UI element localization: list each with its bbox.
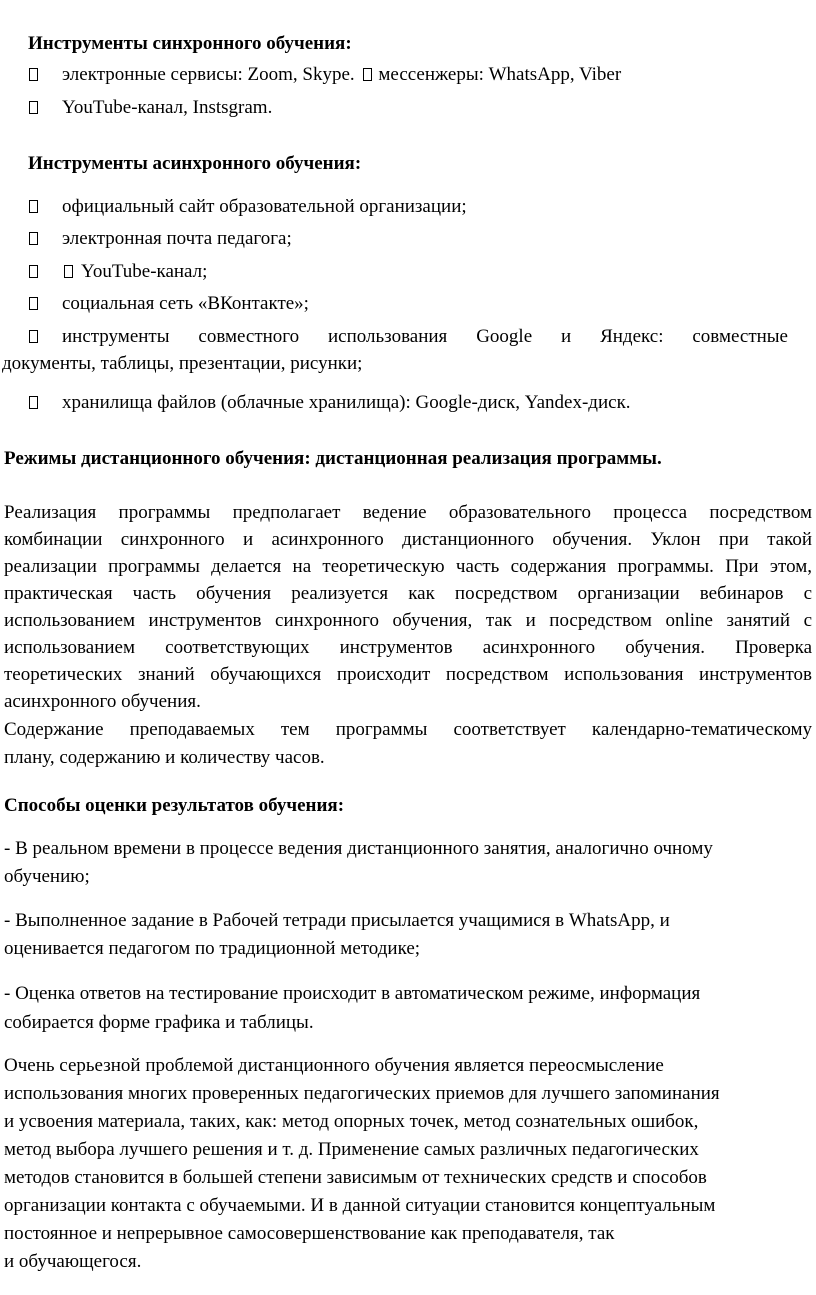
bullet-box-icon <box>29 101 38 114</box>
modes-paragraph-1-line: комбинации синхронного и асинхронного дистанционного обучения. Уклон при такой <box>4 529 812 550</box>
modes-paragraph-2-line: Содержание преподаваемых тем программы соответствует календарно-тематическому <box>4 719 812 740</box>
async-item-6: хранилища файлов (облачные хранилища): Google-диск, Yandex-диск. <box>62 392 631 413</box>
sync-item-1 <box>62 62 621 88</box>
async-item-4: социальная сеть «ВКонтакте»; <box>62 293 309 314</box>
modes-paragraph-1-line: асинхронного обучения. <box>4 691 201 712</box>
bullet-box-icon <box>29 232 38 245</box>
closing-paragraph-line: и усвоения материала, таких, как: метод опорных точек, метод сознательных ошибок, <box>4 1111 699 1132</box>
async-item-1: официальный сайт образовательной организации; <box>62 196 467 217</box>
bullet-box-icon <box>29 297 38 310</box>
closing-paragraph-line: метод выбора лучшего решения и т. д. Применение самых различных педагогических <box>4 1139 699 1160</box>
assessment-item-2-line: - Выполненное задание в Рабочей тетради присылается учащимися в WhatsApp, и <box>4 910 670 931</box>
closing-paragraph-line: организации контакта с обучаемыми. И в данной ситуации становится концептуальным <box>4 1195 716 1216</box>
sync-item-1-messengers: мессенжеры: WhatsApp, Viber <box>378 64 622 85</box>
closing-paragraph-line: постоянное и непрерывное самосовершенствование как преподавателя, так <box>4 1223 615 1244</box>
bullet-box-icon <box>29 396 38 409</box>
assessment-item-1-line: обучению; <box>4 866 90 887</box>
assessment-item-3-line: собирается форме графика и таблицы. <box>4 1012 314 1033</box>
closing-paragraph-line: Очень серьезной проблемой дистанционного обучения является переосмысление <box>4 1055 664 1076</box>
closing-paragraph-line: методов становится в большей степени зависимым от технических средств и способов <box>4 1167 707 1188</box>
closing-paragraph-line: использования многих проверенных педагогических приемов для лучшего запоминания <box>4 1083 720 1104</box>
modes-heading: Режимы дистанционного обучения: дистанционная реализация программы. <box>4 448 662 469</box>
bullet-box-icon <box>29 330 38 343</box>
sync-item-2: YouTube-канал, Instsgram. <box>62 97 273 118</box>
modes-paragraph-1-line: использованием инструментов синхронного обучения, так и посредством online занятий с <box>4 610 812 631</box>
sync-heading: Инструменты синхронного обучения: <box>28 33 352 54</box>
async-item-3-text: YouTube-канал; <box>81 261 208 282</box>
bullet-box-icon <box>363 68 372 81</box>
assessment-item-2-line: оценивается педагогом по традиционной методике; <box>4 938 421 959</box>
assessment-item-1-line: - В реальном времени в процессе ведения дистанционного занятия, аналогично очному <box>4 838 713 859</box>
closing-paragraph-line: и обучающегося. <box>4 1251 142 1272</box>
bullet-box-icon <box>29 265 38 278</box>
modes-paragraph-1-line: использованием соответствующих инструментов асинхронного обучения. Проверка <box>4 637 812 658</box>
async-heading: Инструменты асинхронного обучения: <box>28 153 362 174</box>
assessment-item-3-line: - Оценка ответов на тестирование происходит в автоматическом режиме, информация <box>4 983 701 1004</box>
bullet-box-icon <box>29 68 38 81</box>
async-item-5-line-1: инструменты совместного использования Google и Яндекс: совместные <box>62 326 788 347</box>
async-item-2: электронная почта педагога; <box>62 228 292 249</box>
modes-paragraph-1-line: теоретических знаний обучающихся происходит посредством использования инструментов <box>4 664 812 685</box>
bullet-box-icon <box>29 200 38 213</box>
async-item-3 <box>62 259 207 285</box>
bullet-box-icon <box>64 265 73 278</box>
assessment-heading: Способы оценки результатов обучения: <box>4 795 345 816</box>
async-item-5-line-2: документы, таблицы, презентации, рисунки; <box>2 353 363 374</box>
modes-paragraph-1-line: Реализация программы предполагает ведение образовательного процесса посредством <box>4 502 812 523</box>
modes-paragraph-2-line: плану, содержанию и количеству часов. <box>4 747 325 768</box>
modes-paragraph-1-line: реализации программы делается на теоретическую часть содержания программы. При этом, <box>4 556 812 577</box>
sync-item-1-services: электронные сервисы: Zoom, Skype. <box>62 64 355 85</box>
modes-paragraph-1-line: практическая часть обучения реализуется как посредством организации вебинаров с <box>4 583 812 604</box>
